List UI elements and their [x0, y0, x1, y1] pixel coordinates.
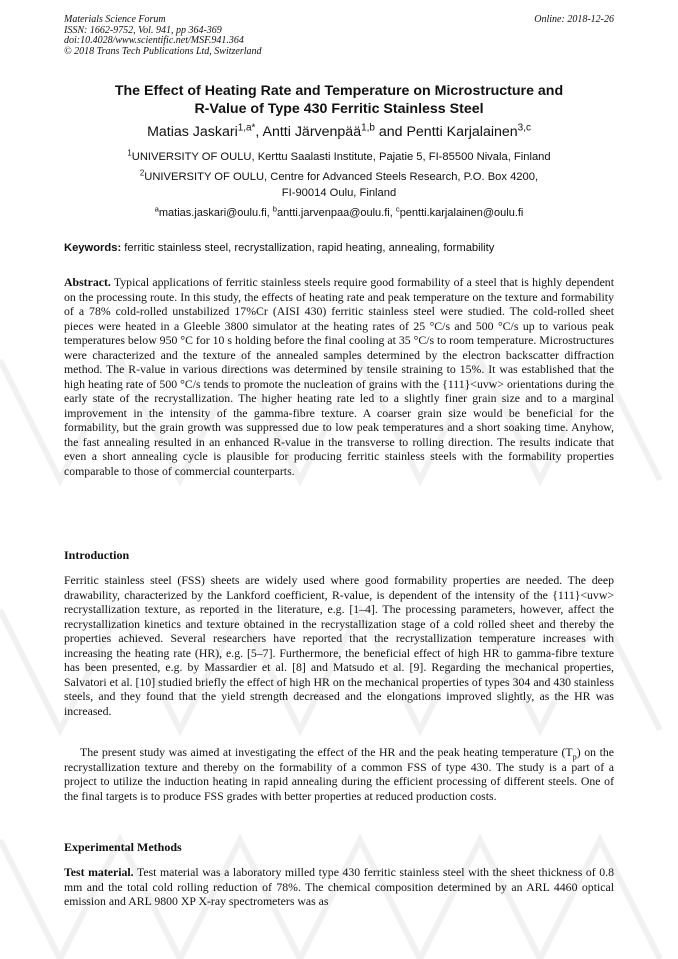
author-2-affiliation: 1,b [361, 122, 375, 134]
email-b-marker: b [272, 204, 278, 214]
author-3-affiliation: 3,c [517, 122, 531, 134]
abstract-text: Typical applications of ferritic stainless steels require good formability of a steel that is highly dependent on the processing route. In this study, the effects of heating rate and peak temperature on the texture and formability of a 78% cold-rolled unstabilized 17%Cr (AISI 430) ferritic stainless steel were studied. The cold-rolled sheet pieces were heated in a Gleeble 3800 simulator at the heating rates of 25 °C/s and 500 °C/s up to various peak temperatures below 950 °C for 10 s holding before the final cooling at 35 °C/s to room temperature. Microstructures were characterized and the texture of the annealed samples determined by the electron backscatter diffraction method. The R-value in various directions was determined by tensile straining to 15%. It was established that the high heating rate of 500 °C/s tends to promote the nucleation of grains with the {111}<uvw> orientations during the early state of the recrystallization. The higher heating rate led to a slightly finer grain size and to a marginal improvement in the intensity of the gamma-fibre texture. A coarser grain size would be beneficial for the formability, but the grain growth was suppressed due to low peak temperatures and a short soaking time. Anyhow, the fast annealing resulted in an enhanced R-value in the transverse to rolling direction. The results indicate that even a short annealing cycle is plausible for producing ferritic stainless steels with the formability properties comparable to those of commercial counterparts. [64, 275, 614, 478]
keywords [64, 241, 624, 256]
affiliation-2 [40, 170, 638, 201]
affiliation-1-marker: 1 [127, 148, 132, 158]
intro-p2-part-a: The present study was aimed at investigating the effect of the HR and the peak heating temperature (T [80, 745, 573, 759]
introduction-paragraph-1: Ferritic stainless steel (FSS) sheets are widely used where good formability properties are needed. The deep drawability, characterized by the Lankford coefficient, R-value, is dependent of the intensity of the {111}<uvw> recrystallization texture, as reported in the literature, e.g. [1–4]. The processing parameters, however, affect the recrystallization kinetics and texture obtained in the recrystallization stage of a cold rolled sheet and thereby the properties achieved. Several researchers have reported that the recrystallization temperature increases with increasing the heating rate (HR), e.g. [5–7]. Furthermore, the beneficial effect of high HR to gamma-fibre texture has been presented, e.g. by Massardier et al. [8] and Matsudo et al. [9]. Regarding the mechanical properties, Salvatori et al. [10] studied briefly the effect of high HR on the mechanical properties of types 304 and 430 stainless steels, and they found that the yield strength decreased and the elongations improved slightly, as the HR was increased. [64, 573, 614, 718]
test-material-label: Test material. [64, 865, 134, 879]
keywords-text: ferritic stainless steel, recrystallization, rapid heating, annealing, formability [121, 242, 495, 254]
email-c-marker: c [395, 204, 400, 214]
author-separator: , [255, 124, 263, 140]
journal-header [64, 15, 262, 57]
affiliation-2-line-1: UNIVERSITY OF OULU, Centre for Advanced Steels Research, P.O. Box 4200, [144, 171, 539, 183]
email-b[interactable]: antti.jarvenpaa@oulu.fi, [277, 207, 396, 219]
copyright-line: © 2018 Trans Tech Publications Ltd, Switzerland [64, 45, 262, 57]
intro-p2-subscript: p [572, 752, 577, 762]
title-line-1: The Effect of Heating Rate and Temperature on Microstructure and [114, 83, 564, 99]
issn-line: ISSN: 1662-9752, Vol. 941, pp 364-369 [64, 24, 222, 36]
doi-line: doi:10.4028/www.scientific.net/MSF.941.364 [64, 35, 244, 47]
title-line-2: R-Value of Type 430 Ferritic Stainless Steel [194, 101, 484, 117]
author-3: Pentti Karjalainen [406, 124, 518, 140]
keywords-label: Keywords: [64, 242, 122, 254]
author-1: Matias Jaskari [147, 124, 238, 140]
author-2: Antti Järvenpää [262, 124, 362, 140]
test-material-text: Test material was a laboratory milled type 430 ferritic stainless steel with the sheet thickness of 0.8 mm and the total cold rolling reduction of 78%. The chemical composition determined by an ARL 4460 optical emission and ARL 9800 XP X-ray spectrometers was as [64, 865, 614, 908]
introduction-paragraph-2 [64, 745, 614, 803]
test-material-paragraph [64, 865, 614, 909]
affiliation-1 [40, 150, 638, 166]
introduction-heading: Introduction [64, 548, 130, 562]
journal-name: Materials Science Forum [64, 14, 166, 25]
author-separator: and [374, 124, 407, 140]
email-a-marker: a [154, 204, 159, 214]
abstract-label: Abstract. [64, 275, 111, 289]
author-1-affiliation: 1,a* [237, 122, 256, 134]
abstract [64, 275, 614, 478]
affiliation-1-text: UNIVERSITY OF OULU, Kerttu Saalasti Institute, Pajatie 5, FI-85500 Nivala, Finland [131, 151, 551, 163]
paper-title [40, 82, 638, 118]
experimental-heading: Experimental Methods [64, 840, 182, 854]
email-list [40, 206, 638, 221]
affiliation-2-line-2: FI-90014 Oulu, Finland [281, 186, 397, 199]
author-list [40, 122, 638, 142]
intro-p2-part-b: ) on the recrystallization texture and thereby on the formability of a common FSS of type 430. The study is a part of a project to utilize the induction heating in rapid annealing during the efficient processing of different steels. One of the final targets is to produce FSS grades with better properties at reduced production costs. [64, 745, 614, 803]
email-c[interactable]: pentti.karjalainen@oulu.fi [399, 207, 524, 219]
email-a[interactable]: matias.jaskari@oulu.fi, [158, 207, 273, 219]
online-date: Online: 2018-12-26 [534, 14, 614, 25]
affiliation-2-marker: 2 [139, 168, 145, 178]
